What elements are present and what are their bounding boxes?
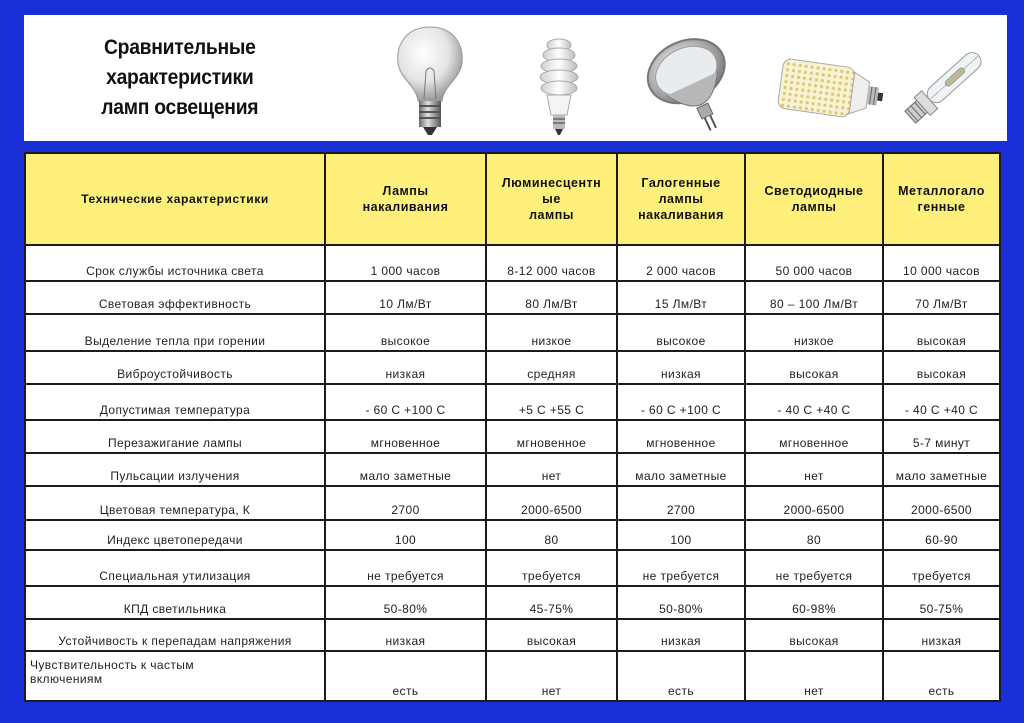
table-cell: низкая [325, 351, 486, 384]
table-cell: высокое [617, 314, 745, 351]
table-cell: мгновенное [617, 420, 745, 453]
row-label: Срок службы источника света [25, 245, 325, 281]
table-cell: нет [486, 651, 617, 701]
table-cell: мало заметные [883, 453, 1000, 486]
table-cell: требуется [486, 550, 617, 586]
table-cell: 2 000 часов [617, 245, 745, 281]
title-line-1: Сравнительные характеристики [103, 36, 256, 89]
table-cell: 15 Лм/Вт [617, 281, 745, 314]
table-cell: 5-7 минут [883, 420, 1000, 453]
table-cell: 50-80% [617, 586, 745, 619]
table-row [25, 586, 1000, 619]
row-label: Устойчивость к перепадам напряжения [25, 619, 325, 651]
table-cell: есть [325, 651, 486, 701]
table-cell: 1 000 часов [325, 245, 486, 281]
table-row [25, 486, 1000, 520]
column-header: Технические характеристики [25, 153, 325, 245]
table-row [25, 550, 1000, 586]
table-cell: 2000-6500 [883, 486, 1000, 520]
table-row [25, 281, 1000, 314]
table-cell: не требуется [617, 550, 745, 586]
row-label: Допустимая температура [25, 384, 325, 420]
table-row [25, 651, 1000, 701]
table-cell: низкое [486, 314, 617, 351]
table-cell: мгновенное [325, 420, 486, 453]
table-cell: высокая [883, 351, 1000, 384]
table-cell: 2000-6500 [745, 486, 883, 520]
table-row [25, 453, 1000, 486]
row-label: Пульсации излучения [25, 453, 325, 486]
table-cell: 50-75% [883, 586, 1000, 619]
table-cell: мгновенное [745, 420, 883, 453]
table-cell: 60-98% [745, 586, 883, 619]
row-label: Виброустойчивость [25, 351, 325, 384]
page-title [28, 33, 332, 123]
table-cell: не требуется [325, 550, 486, 586]
table-cell: 50 000 часов [745, 245, 883, 281]
table-cell: - 40 С +40 С [745, 384, 883, 420]
halogen-reflector-lamp-icon [644, 33, 744, 143]
column-header: Галогенные лампы накаливания [617, 153, 745, 245]
table-cell: есть [883, 651, 1000, 701]
table-row [25, 351, 1000, 384]
comparison-table [24, 152, 999, 700]
table-cell: низкая [325, 619, 486, 651]
column-header: Светодиодные лампы [745, 153, 883, 245]
table-cell: не требуется [745, 550, 883, 586]
table-cell: 50-80% [325, 586, 486, 619]
table-cell: 8-12 000 часов [486, 245, 617, 281]
table-cell: 80 [486, 520, 617, 550]
table-row [25, 619, 1000, 651]
table-cell: высокое [325, 314, 486, 351]
table-cell: мгновенное [486, 420, 617, 453]
table-cell: мало заметные [325, 453, 486, 486]
row-label: Специальная утилизация [25, 550, 325, 586]
table-cell: высокая [486, 619, 617, 651]
column-header: Металлогало генные [883, 153, 1000, 245]
column-header: Люминесцентн ые лампы [486, 153, 617, 245]
table-cell: нет [745, 453, 883, 486]
incandescent-bulb-icon [392, 23, 468, 139]
table-cell: низкое [745, 314, 883, 351]
row-label: Световая эффективность [25, 281, 325, 314]
table-cell: - 40 С +40 С [883, 384, 1000, 420]
table-cell: 100 [617, 520, 745, 550]
table-cell: - 60 С +100 С [325, 384, 486, 420]
table-cell: +5 С +55 С [486, 384, 617, 420]
table-cell: 2700 [325, 486, 486, 520]
table-cell: 10 Лм/Вт [325, 281, 486, 314]
table-row [25, 384, 1000, 420]
table-cell: 60-90 [883, 520, 1000, 550]
table-cell: высокая [745, 351, 883, 384]
table-row [25, 314, 1000, 351]
table-cell: есть [617, 651, 745, 701]
table-row [25, 245, 1000, 281]
table-cell: 80 Лм/Вт [486, 281, 617, 314]
metal-halide-lamp-icon [894, 33, 998, 137]
table-cell: низкая [617, 619, 745, 651]
table-cell: высокая [745, 619, 883, 651]
table-cell: 2000-6500 [486, 486, 617, 520]
header-panel [24, 15, 1007, 141]
table-cell: 80 – 100 Лм/Вт [745, 281, 883, 314]
table-row [25, 520, 1000, 550]
table-cell: нет [486, 453, 617, 486]
table-cell: высокая [883, 314, 1000, 351]
table-cell: нет [745, 651, 883, 701]
column-header: Лампы накаливания [325, 153, 486, 245]
table-cell: 10 000 часов [883, 245, 1000, 281]
table-cell: - 60 С +100 С [617, 384, 745, 420]
table-row [25, 420, 1000, 453]
table-cell: 2700 [617, 486, 745, 520]
row-label: Перезажигание лампы [25, 420, 325, 453]
table-cell: требуется [883, 550, 1000, 586]
table-header-row [25, 153, 1000, 245]
table-cell: 80 [745, 520, 883, 550]
table-cell: 45-75% [486, 586, 617, 619]
row-label: Цветовая температура, К [25, 486, 325, 520]
table-cell: низкая [883, 619, 1000, 651]
table-cell: низкая [617, 351, 745, 384]
row-label: Индекс цветопередачи [25, 520, 325, 550]
row-label: Выделение тепла при горении [25, 314, 325, 351]
table-cell: 100 [325, 520, 486, 550]
table-cell: средняя [486, 351, 617, 384]
row-label: Чувствительность к частым включениям [25, 651, 325, 701]
led-lamp-icon [776, 55, 886, 127]
table-cell: мало заметные [617, 453, 745, 486]
row-label: КПД светильника [25, 586, 325, 619]
title-line-2: ламп освещения [101, 96, 259, 119]
table-cell: 70 Лм/Вт [883, 281, 1000, 314]
fluorescent-spiral-lamp-icon [529, 35, 589, 139]
